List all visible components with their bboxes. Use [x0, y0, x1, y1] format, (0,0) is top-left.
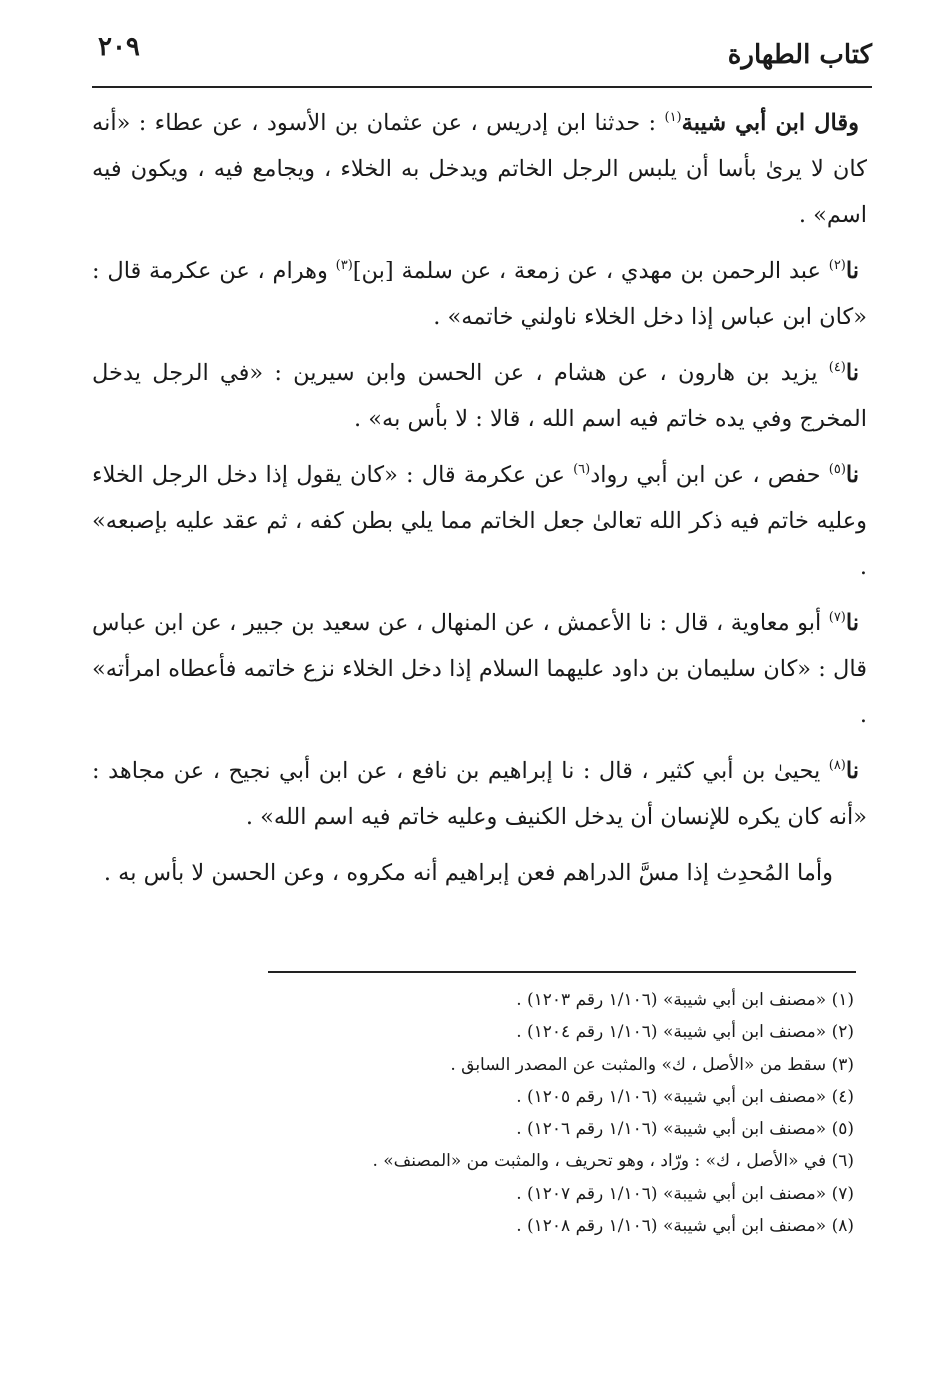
paragraph-text: أبو معاوية ، قال : نا الأعمش ، عن المنهال ، عن سعيد بن جبير ، عن ابن عباس قال : «كان سليمان بن داود عليهما السلام إذا دخل الخلاء نزع خاتمه فأعطاه امرأته» .: [92, 610, 867, 728]
footnote-5: (٥) «مصنف ابن أبي شيبة» (١/١٠٦ رقم ١٢٠٦) .: [516, 1119, 854, 1140]
footnote-6: (٦) في «الأصل ، ك» : ورّاد ، وهو تحريف ، والمثبت من «المصنف» .: [372, 1151, 854, 1172]
footnote-separator: [268, 971, 856, 973]
paragraph-lead: نا: [845, 758, 859, 784]
paragraph-6: [92, 748, 867, 840]
footnote-1: (١) «مصنف ابن أبي شيبة» (١/١٠٦ رقم ١٢٠٣) .: [516, 990, 854, 1010]
footnote-2: (٢) «مصنف ابن أبي شيبة» (١/١٠٦ رقم ١٢٠٤) .: [516, 1022, 854, 1043]
paragraph-text: : حدثنا ابن إدريس ، عن عثمان بن الأسود ، عن عطاء : «أنه كان لا يرىٰ بأسا أن يلبس الرجل الخاتم ويدخل به الخلاء ، ويجامع فيه ، ويكون فيه اسم» .: [92, 110, 867, 228]
paragraph-1: [92, 100, 867, 238]
footnote-7: (٧) «مصنف ابن أبي شيبة» (١/١٠٦ رقم ١٢٠٧) .: [516, 1183, 854, 1204]
paragraph-lead: نا: [845, 462, 860, 488]
footnote-ref: (٢): [828, 258, 846, 273]
footnote-3: (٣) سقط من «الأصل ، ك» والمثبت عن المصدر السابق .: [450, 1054, 854, 1075]
footnote-ref: (٦): [573, 462, 591, 477]
page-header: [92, 28, 872, 88]
footnotes: [268, 984, 854, 1242]
paragraph-lead: نا: [845, 360, 859, 386]
main-text: [92, 100, 867, 906]
paragraph-2: [92, 248, 867, 340]
paragraph-text: وهرام ، عن عكرمة قال : «كان ابن عباس إذا دخل الخلاء ناولني خاتمه» .: [92, 258, 867, 330]
paragraph-3: [92, 350, 867, 442]
page-number: ٢٠٩: [98, 32, 140, 62]
footnote-ref: (٧): [828, 610, 846, 625]
paragraph-text: عبد الرحمن بن مهدي ، عن زمعة ، عن سلمة [بن]: [352, 258, 829, 284]
paragraph-lead: نا: [845, 258, 859, 284]
footnote-8: (٨) «مصنف ابن أبي شيبة» (١/١٠٦ رقم ١٢٠٨) .: [516, 1216, 854, 1237]
footnote-ref: (١): [664, 110, 682, 125]
footnote-ref: (٨): [828, 758, 846, 773]
paragraph-5: [92, 600, 867, 738]
footnote-ref: (٣): [335, 258, 353, 273]
paragraph-lead: نا: [845, 610, 859, 636]
footnote-4: (٤) «مصنف ابن أبي شيبة» (١/١٠٦ رقم ١٢٠٥) .: [516, 1086, 854, 1107]
paragraph-text: حفص ، عن ابن أبي رواد: [590, 462, 829, 488]
paragraph-text: عن عكرمة قال : «كان يقول إذا دخل الرجل الخلاء وعليه خاتم فيه ذكر الله تعالىٰ جعل الخاتم مما يلي بطن كفه ، ثم عقد عليه بإصبعه» .: [92, 462, 867, 580]
closing-paragraph: وأما المُحدِث إذا مسَّ الدراهم فعن إبراهيم أنه مكروه ، وعن الحسن لا بأس به .: [103, 860, 833, 886]
paragraph-text: يحيىٰ بن أبي كثير ، قال : نا إبراهيم بن نافع ، عن ابن أبي نجيح ، عن مجاهد : «أنه كان يكره للإنسان أن يدخل الكنيف وعليه خاتم فيه اسم الله» .: [92, 758, 867, 830]
paragraph-lead: وقال ابن أبي شيبة: [681, 110, 859, 136]
footnote-ref: (٤): [828, 360, 846, 375]
paragraph-4: [92, 452, 867, 590]
footnote-ref: (٥): [828, 462, 846, 477]
running-title: كتاب الطهارة: [727, 40, 872, 70]
paragraph-text: يزيد بن هارون ، عن هشام ، عن الحسن وابن سيرين : «في الرجل يدخل المخرج وفي يده خاتم فيه اسم الله ، قالا : لا بأس به» .: [92, 360, 867, 432]
